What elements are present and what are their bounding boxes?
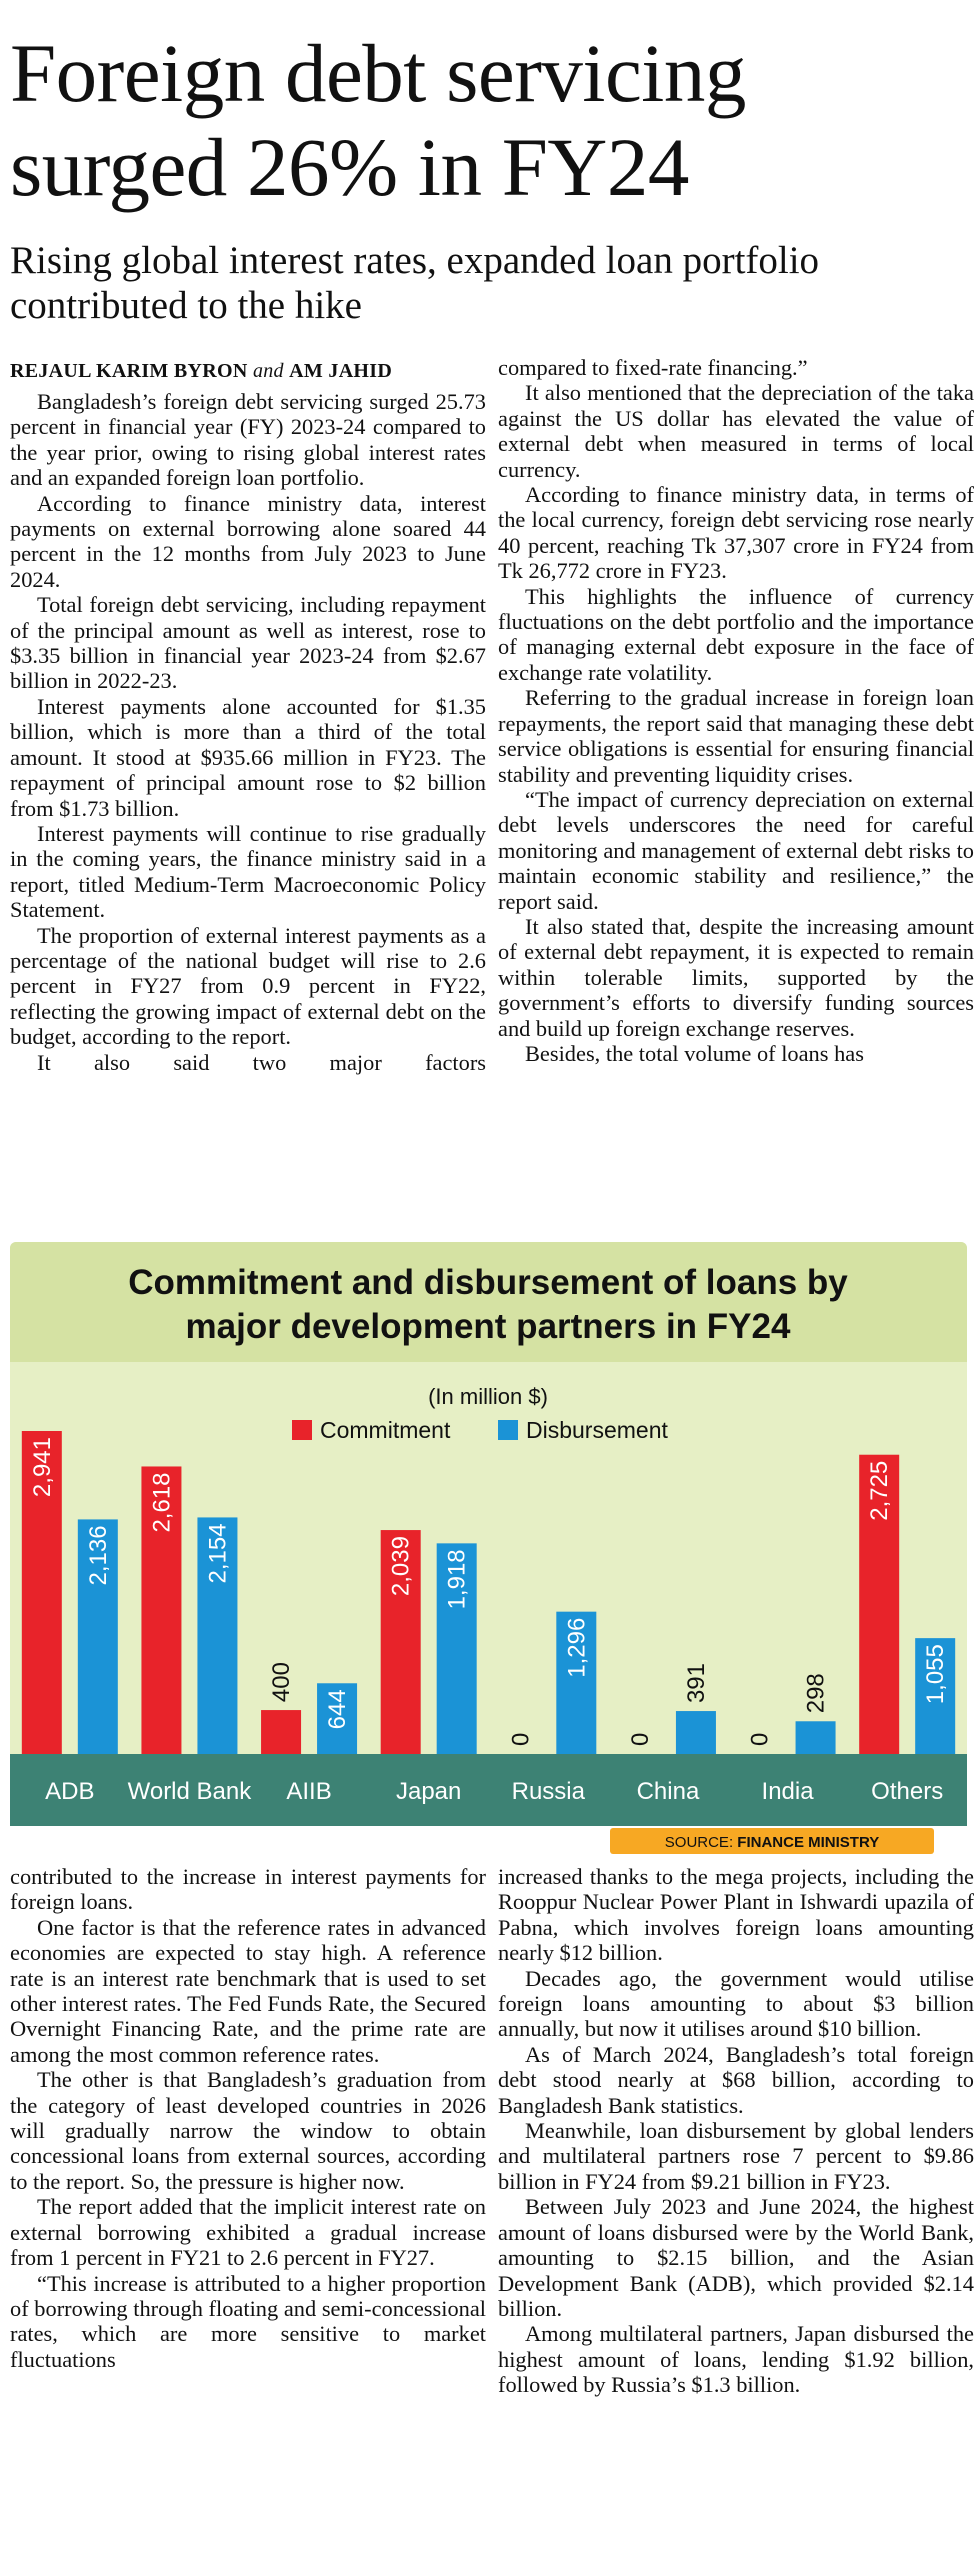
category-label: Others xyxy=(871,1778,944,1805)
column-2-bottom xyxy=(498,1864,974,2398)
category-label: China xyxy=(636,1778,700,1805)
paragraph: Referring to the gradual increase in foreign loan repayments, the report said that managing these debt service obligations is essential for ensuring financial stability and preventing liquidity crises. xyxy=(498,685,974,787)
chart-title-line2: major development partners in FY24 xyxy=(185,1307,791,1346)
paragraph: One factor is that the reference rates in advanced economies are expected to stay high. A reference rate is an interest rate benchmark that is used to set other interest rates. The Fed Funds Rate, the Secured Overnight Financing Rate, and the prime rate are among the most common reference rates. xyxy=(10,1914,486,2067)
value-label: 400 xyxy=(268,1662,296,1703)
paragraph: This highlights the influence of currency fluctuations on the debt portfolio and the importance of managing external debt exposure in the face of exchange rate volatility. xyxy=(498,583,974,685)
paragraph: compared to fixed-rate financing.” xyxy=(498,355,808,380)
chart-title-line1: Commitment and disbursement of loans by xyxy=(128,1263,848,1302)
paragraph: Between July 2023 and June 2024, the highest amount of loans disbursed were by the World Bank, amounting to $2.15 billion, and the Asian Development Bank (ADB), which provided $2.14 billion. xyxy=(498,2194,974,2321)
value-label: 391 xyxy=(682,1663,710,1704)
byline-and: and xyxy=(252,360,284,382)
paragraph: “The impact of currency depreciation on external debt levels underscores the need for careful monitoring and management of external debt risks to maintain economic stability and resilience,” the report said. xyxy=(498,786,974,914)
value-label: 2,941 xyxy=(28,1437,56,1498)
paragraph: increased thanks to the mega projects, including the Rooppur Nuclear Power Plant in Ishwardi upazila of Pabna, which involves foreign loans amounting nearly $12 billion. xyxy=(498,1864,974,1966)
paragraph: “This increase is attributed to a higher proportion of borrowing through floating and semi-concessional rates, which are more sensitive to market fluctuations xyxy=(10,2270,486,2372)
paragraph: The proportion of external interest payments as a percentage of the national budget will rise to 2.6 percent in FY27 from 0.9 percent in FY22, reflecting the growing impact of external debt on the budget, according to the report. xyxy=(10,922,486,1050)
source-text xyxy=(665,1834,879,1851)
value-label: 0 xyxy=(746,1732,774,1746)
source-name: FINANCE MINISTRY xyxy=(737,1834,880,1851)
category-label: Russia xyxy=(511,1778,585,1805)
source-label: SOURCE: xyxy=(664,1834,734,1851)
headline: Foreign debt servicing surged 26% in FY24 xyxy=(10,27,746,213)
value-label: 1,055 xyxy=(922,1644,950,1705)
category-label: ADB xyxy=(45,1778,95,1805)
value-label: 2,618 xyxy=(148,1472,176,1533)
value-label: 2,039 xyxy=(387,1536,415,1597)
loans-chart-svg xyxy=(10,1242,967,1856)
paragraph: It also said two major factors xyxy=(37,1049,486,1075)
value-label: 298 xyxy=(802,1673,830,1714)
value-label: 2,154 xyxy=(204,1523,232,1584)
chart-unit: (In million $) xyxy=(428,1384,548,1409)
value-label: 1,296 xyxy=(563,1617,591,1678)
paragraph: contributed to the increase in interest payments for foreign loans. xyxy=(10,1864,486,1915)
byline-author-2: AM JAHID xyxy=(289,360,393,382)
paragraph: Interest payments will continue to rise gradually in the coming years, the finance ministry said in a report, titled Medium-Term Macroeconomic Policy Statement. xyxy=(10,820,486,923)
column-1-top xyxy=(10,389,486,1075)
paragraph: Total foreign debt servicing, including repayment of the principal amount as well as interest, rose to $3.35 billion in financial year 2023-24 from $2.67 billion in 2022-23. xyxy=(10,592,486,694)
value-label: 0 xyxy=(626,1732,654,1746)
paragraph: Bangladesh’s foreign debt servicing surged 25.73 percent in financial year (FY) 2023-24 compared to the year prior, owing to rising global interest rates and an expanded foreign loan portfolio. xyxy=(10,389,486,491)
legend-commitment-swatch xyxy=(292,1420,312,1440)
value-label: 2,136 xyxy=(84,1525,112,1586)
legend-disbursement-swatch xyxy=(498,1420,518,1440)
value-label: 2,725 xyxy=(866,1460,894,1521)
byline xyxy=(10,360,392,383)
category-label: Japan xyxy=(395,1778,462,1805)
value-label: 644 xyxy=(324,1689,352,1730)
paragraph: Meanwhile, loan disbursement by global lenders and multilateral partners rose 7 percent to $9.86 billion in FY24 from $9.21 billion in FY23. xyxy=(498,2118,974,2194)
paragraph: It also stated that, despite the increasing amount of external debt repayment, it is expected to remain within tolerable limits, supported by the government’s efforts to diversify funding sources and build up foreign exchange reserves. xyxy=(498,913,974,1041)
paragraph: Among multilateral partners, Japan disbursed the highest amount of loans, lending $1.92 billion, followed by Russia’s $1.3 billion. xyxy=(498,2321,974,2398)
bar-commitment-aiib xyxy=(261,1710,301,1754)
value-label: 1,918 xyxy=(443,1549,471,1610)
category-label: India xyxy=(761,1778,814,1805)
column-2-top xyxy=(498,355,974,1066)
byline-author-1: REJAUL KARIM BYRON xyxy=(10,360,248,382)
legend-commitment-label: Commitment xyxy=(320,1417,451,1443)
paragraph: According to finance ministry data, interest payments on external borrowing alone soared 44 percent in the 12 months from July 2023 to June 2024. xyxy=(10,490,486,592)
category-label: World Bank xyxy=(127,1778,252,1805)
subheadline: Rising global interest rates, expanded loan portfolio contributed to the hike xyxy=(10,239,820,327)
paragraph: The other is that Bangladesh’s graduation from the category of least developed countries in 2026 will gradually narrow the window to obtain concessional loans from external sources, according to the report. So, the pressure is higher now. xyxy=(10,2067,486,2194)
bar-disbursement-china xyxy=(676,1711,716,1754)
chart-header-fill xyxy=(10,1352,967,1362)
paragraph: Interest payments alone accounted for $1.35 billion, which is more than a third of the total amount. It stood at $935.66 million in FY23. The repayment of principal amount rose to $2 billion from $1.73 billion. xyxy=(10,693,486,821)
legend-disbursement-label: Disbursement xyxy=(526,1417,668,1443)
category-label: AIIB xyxy=(286,1778,332,1805)
bar-disbursement-india xyxy=(796,1721,836,1754)
paragraph: It also mentioned that the depreciation of the taka against the US dollar has elevated the value of external debt when measured in terms of local currency. xyxy=(498,380,974,482)
paragraph: The report added that the implicit interest rate on external borrowing exhibited a gradual increase from 1 percent in FY21 to 2.6 percent in FY27. xyxy=(10,2194,486,2271)
paragraph: As of March 2024, Bangladesh’s total foreign debt stood nearly at $68 billion, according to Bangladesh Bank statistics. xyxy=(498,2041,974,2118)
column-1-bottom xyxy=(10,1864,486,2372)
paragraph: Besides, the total volume of loans has xyxy=(525,1040,864,1066)
loans-chart xyxy=(10,1242,967,1856)
value-label: 0 xyxy=(507,1732,535,1746)
paragraph: According to finance ministry data, in terms of the local currency, foreign debt servicing rose nearly 40 percent, reaching Tk 37,307 crore in FY24 from Tk 26,772 crore in FY23. xyxy=(498,482,974,584)
paragraph: Decades ago, the government would utilise foreign loans amounting to about $3 billion annually, but now it utilises around $10 billion. xyxy=(498,1965,974,2042)
